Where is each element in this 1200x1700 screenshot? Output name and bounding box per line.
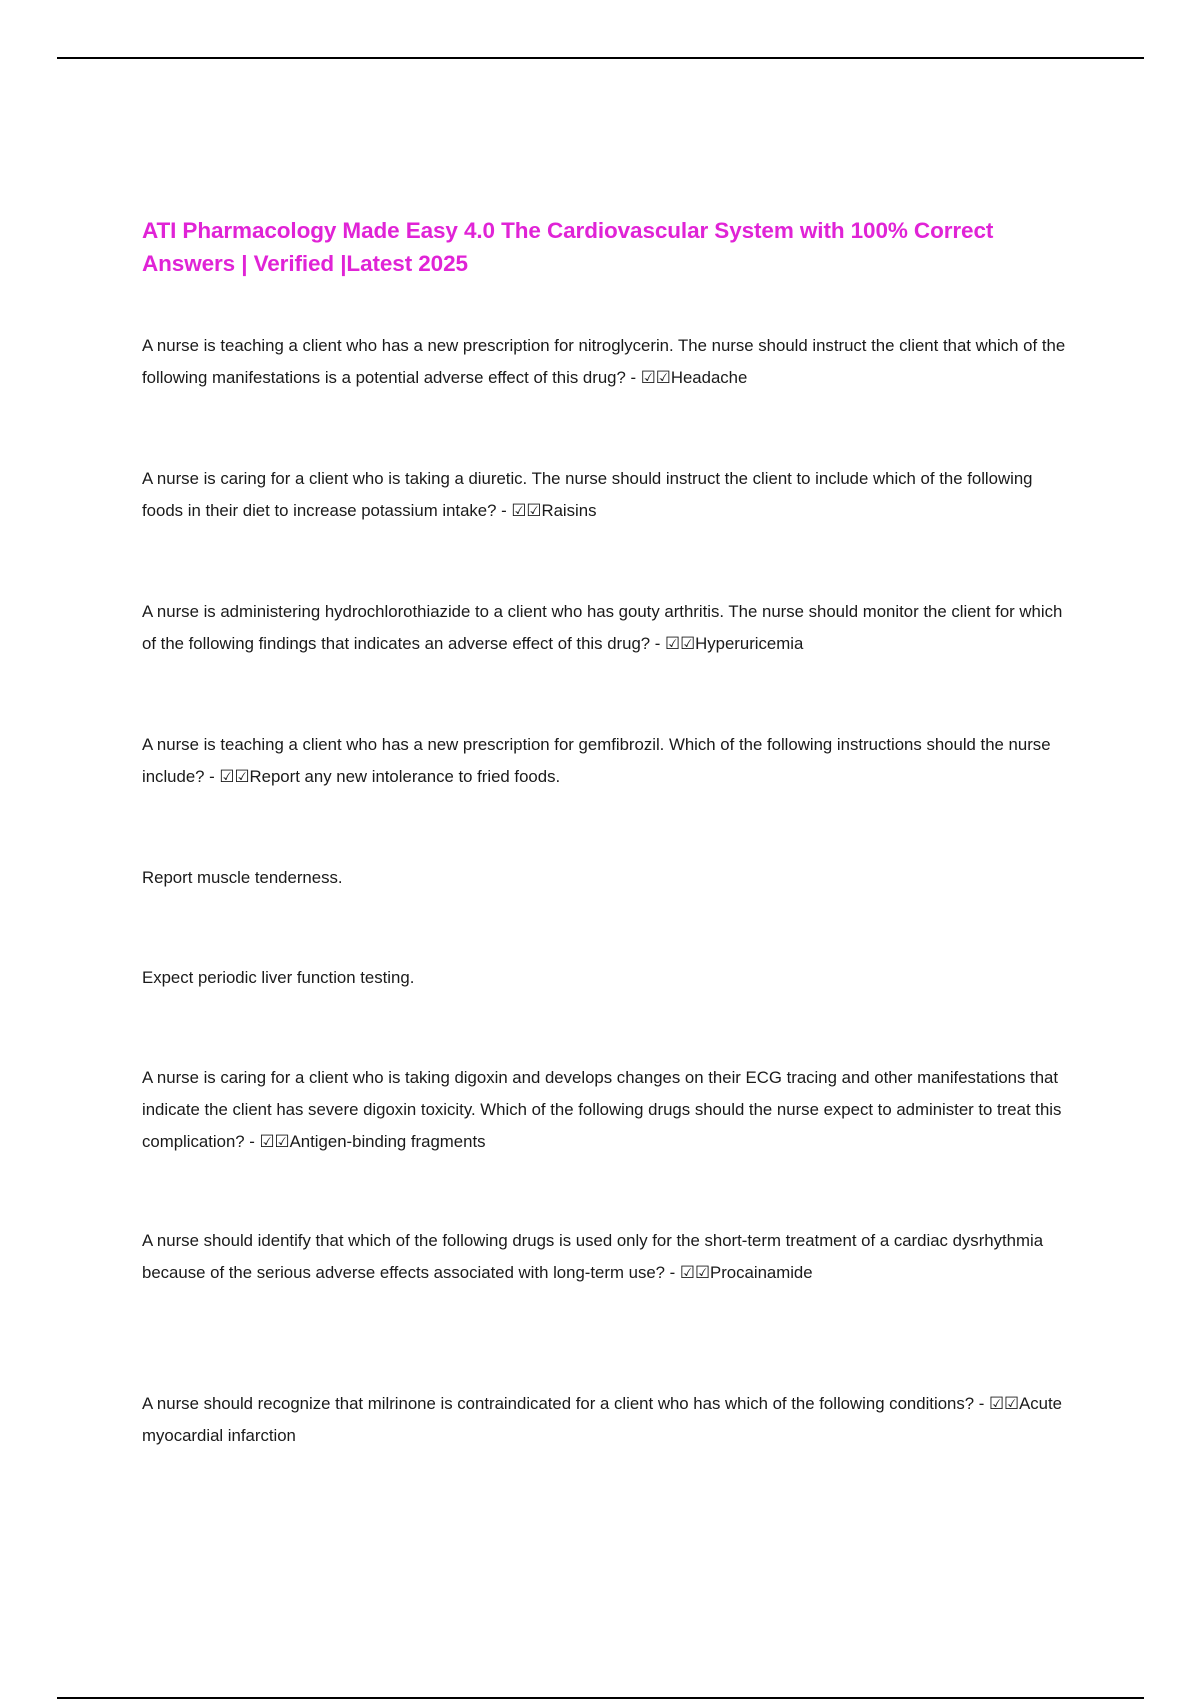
qa-item-nitroglycerin: A nurse is teaching a client who has a new prescription for nitroglycerin. The nurse should instruct the client that which of the following manifestations is a potential adverse effect of this drug? - ☑☑Headache xyxy=(142,336,1066,387)
qa-item-digoxin: A nurse is caring for a client who is taking digoxin and develops changes on their ECG tracing and other manifestations that indicate the client has severe digoxin toxicity. Which of the following drugs should the nurse expect to administer to treat this complication? - ☑☑Antigen-binding fragments xyxy=(142,1068,1062,1151)
document-body xyxy=(142,214,1072,280)
document-title: ATI Pharmacology Made Easy 4.0 The Cardiovascular System with 100% Correct Answers | Verified |Latest 2025 xyxy=(142,218,994,276)
qa-item-diuretic: A nurse is caring for a client who is taking a diuretic. The nurse should instruct the client to include which of the following foods in their diet to increase potassium intake? - ☑☑Raisins xyxy=(142,469,1033,520)
qa-item-liver-testing: Expect periodic liver function testing. xyxy=(142,968,415,987)
qa-item-muscle-tenderness: Report muscle tenderness. xyxy=(142,868,343,887)
top-rule xyxy=(57,57,1144,59)
bottom-rule xyxy=(57,1697,1144,1699)
qa-item-hydrochlorothiazide: A nurse is administering hydrochlorothiazide to a client who has gouty arthritis. The nurse should monitor the client for which of the following findings that indicates an adverse effect of this drug? - ☑☑Hyperuricemia xyxy=(142,602,1063,653)
qa-item-milrinone: A nurse should recognize that milrinone is contraindicated for a client who has which of the following conditions? - ☑☑Acute myocardial infarction xyxy=(142,1394,1062,1445)
qa-item-gemfibrozil: A nurse is teaching a client who has a new prescription for gemfibrozil. Which of the following instructions should the nurse include? - ☑☑Report any new intolerance to fried foods. xyxy=(142,735,1051,786)
qa-item-procainamide: A nurse should identify that which of the following drugs is used only for the short-term treatment of a cardiac dysrhythmia because of the serious adverse effects associated with long-term use? - ☑☑Procainamide xyxy=(142,1231,1044,1282)
